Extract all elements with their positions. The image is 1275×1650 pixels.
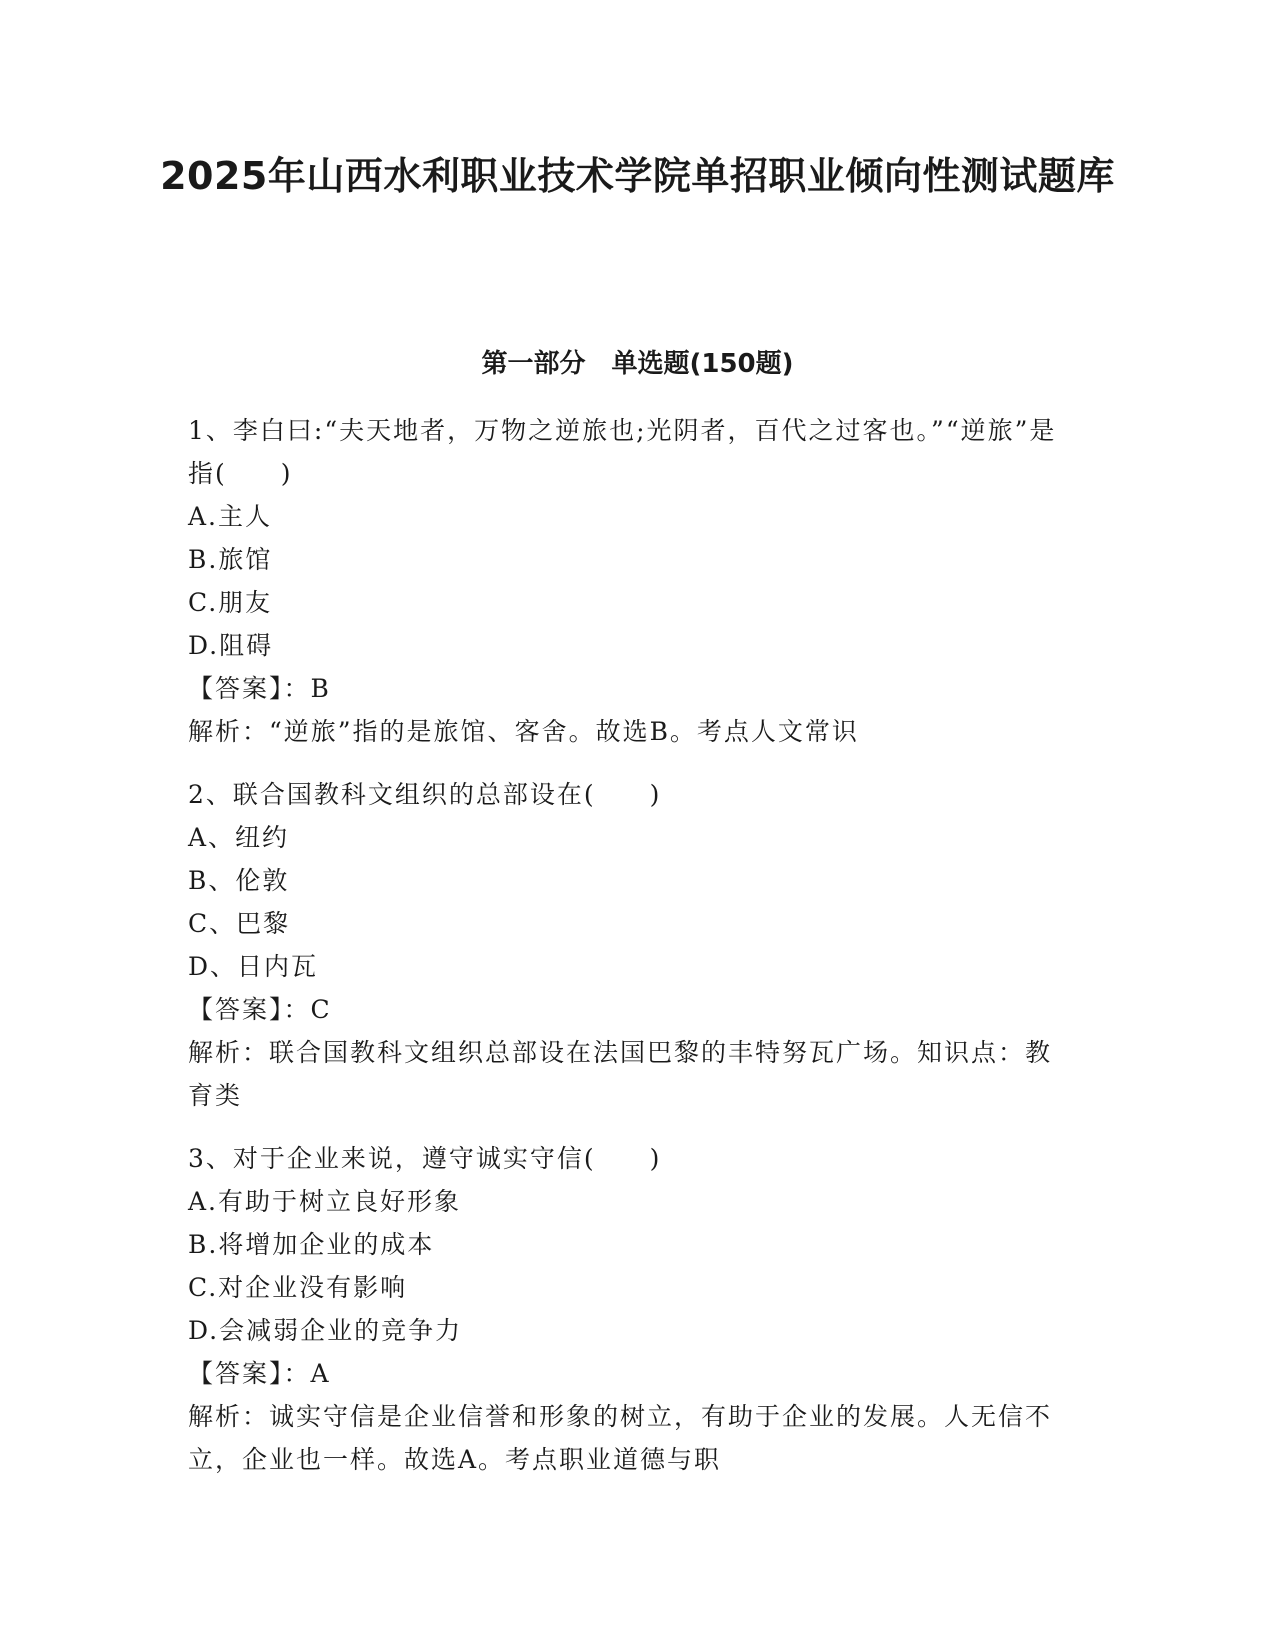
option-b: B.旅馆	[188, 545, 273, 574]
analysis-text: 解析：联合国教科文组织总部设在法国巴黎的丰特努瓦广场。知识点：教育类	[188, 1038, 1053, 1110]
option-d: D.会减弱企业的竞争力	[188, 1316, 463, 1345]
option-a: A.主人	[188, 502, 273, 531]
question-stem: 2、联合国教科文组织的总部设在( )	[188, 780, 662, 809]
document-title: 2025年山西水利职业技术学院单招职业倾向性测试题库	[160, 154, 1115, 198]
option-b: B、伦敦	[188, 866, 290, 895]
question-stem: 1、李白曰:“夫天地者，万物之逆旅也;光阴者，百代之过客也。”“逆旅”是指( )	[188, 416, 1057, 488]
answer-line: 【答案】：B	[188, 674, 331, 703]
option-c: C.对企业没有影响	[188, 1273, 408, 1302]
analysis-text: 解析：“逆旅”指的是旅馆、客舍。故选B。考点人文常识	[188, 717, 859, 746]
section-heading: 第一部分 单选题(150题)	[481, 349, 794, 379]
option-d: D.阻碍	[188, 631, 274, 660]
question-stem: 3、对于企业来说，遵守诚实守信( )	[188, 1144, 662, 1173]
question-1	[188, 409, 1068, 753]
option-c: C.朋友	[188, 588, 273, 617]
option-d: D、日内瓦	[188, 952, 319, 981]
analysis-text: 解析：诚实守信是企业信誉和形象的树立，有助于企业的发展。人无信不立，企业也一样。故选A。考点职业道德与职	[188, 1402, 1053, 1474]
answer-line: 【答案】：A	[188, 1359, 331, 1388]
question-3	[188, 1137, 1068, 1481]
question-list	[188, 409, 1068, 1501]
question-2	[188, 773, 1068, 1117]
answer-line: 【答案】：C	[188, 995, 332, 1024]
option-a: A、纽约	[188, 823, 290, 852]
option-b: B.将增加企业的成本	[188, 1230, 435, 1259]
option-c: C、巴黎	[188, 909, 291, 938]
option-a: A.有助于树立良好形象	[188, 1187, 462, 1216]
